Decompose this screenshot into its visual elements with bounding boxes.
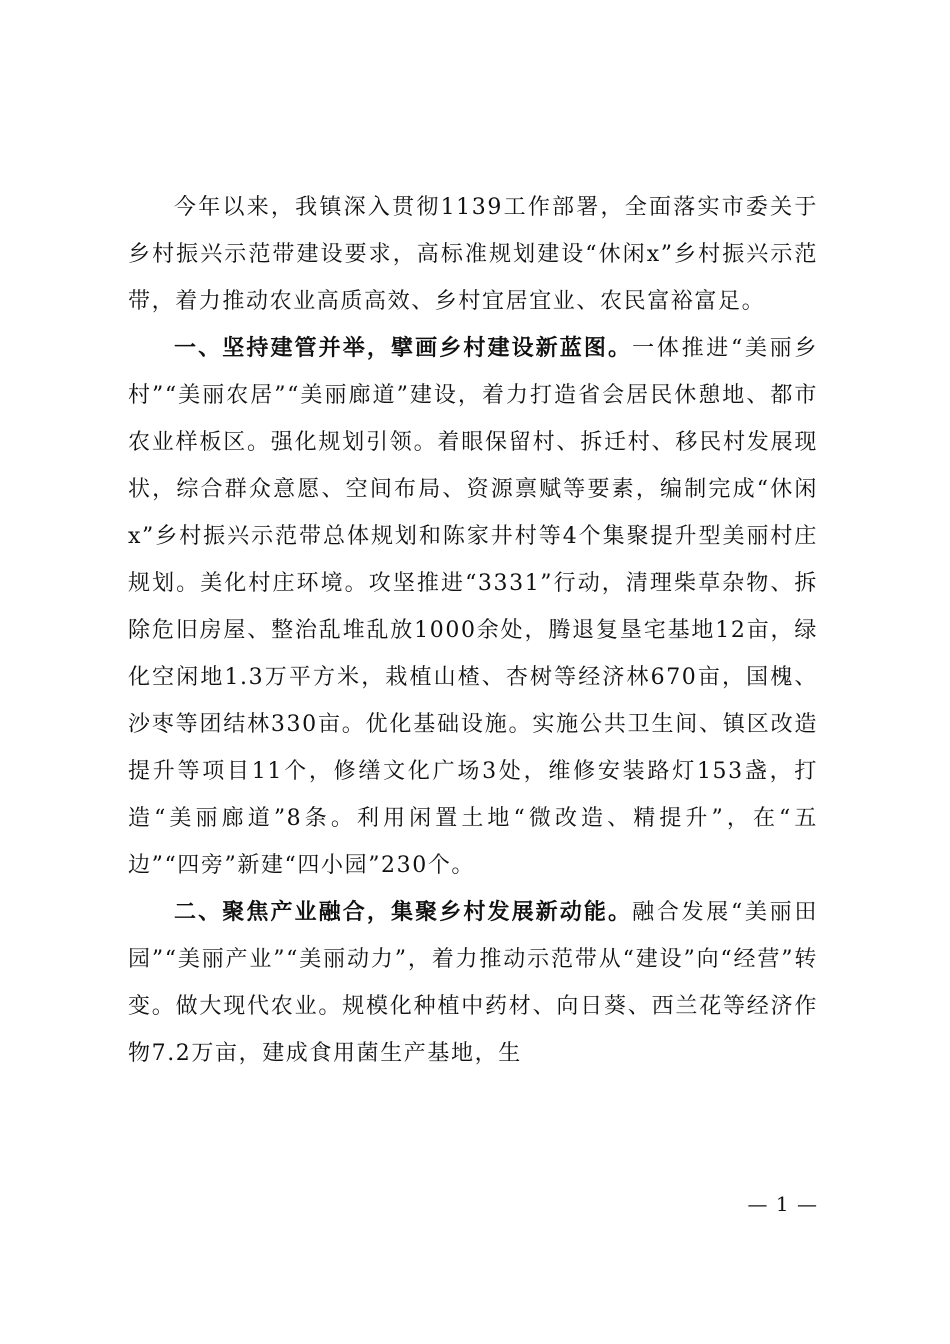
section-two-paragraph	[128, 889, 818, 1077]
paragraph-1-text: 今年以来，我镇深入贯彻1139工作部署，全面落实市委关于乡村振兴示范带建设要求，高标准规划建设“休闲x”乡村振兴示范带，着力推动农业高质高效、乡村宜居宜业、农民富裕富足。	[128, 195, 818, 314]
document-body	[128, 184, 818, 1077]
section-one-heading: 一、坚持建管并举，擘画乡村建设新蓝图。	[174, 336, 633, 361]
section-two-heading: 二、聚焦产业融合，集聚乡村发展新动能。	[174, 900, 633, 925]
intro-paragraph	[128, 184, 818, 325]
section-one-text: 一体推进“美丽乡村”“美丽农居”“美丽廊道”建设，着力打造省会居民休憩地、都市农业样板区。强化规划引领。着眼保留村、拆迁村、移民村发展现状，综合群众意愿、空间布局、资源禀赋等要素，编制完成“休闲x”乡村振兴示范带总体规划和陈家井村等4个集聚提升型美丽村庄规划。美化村庄环境。攻坚推进“3331”行动，清理柴草杂物、拆除危旧房屋、整治乱堆乱放1000余处，腾退复垦宅基地12亩，绿化空闲地1.3万平方米，栽植山楂、杏树等经济林670亩，国槐、沙枣等团结林330亩。优化基础设施。实施公共卫生间、镇区改造提升等项目11个，修缮文化广场3处，维修安装路灯153盏，打造“美丽廊道”8条。利用闲置土地“微改造、精提升”，在“五边”“四旁”新建“四小园”230个。	[128, 336, 818, 878]
section-two-text: 融合发展“美丽田园”“美丽产业”“美丽动力”，着力推动示范带从“建设”向“经营”转变。做大现代农业。规模化种植中药材、向日葵、西兰花等经济作物7.2万亩，建成食用菌生产基地，生	[128, 900, 818, 1066]
page-number: — 1 —	[747, 1192, 818, 1216]
section-one-paragraph	[128, 325, 818, 889]
